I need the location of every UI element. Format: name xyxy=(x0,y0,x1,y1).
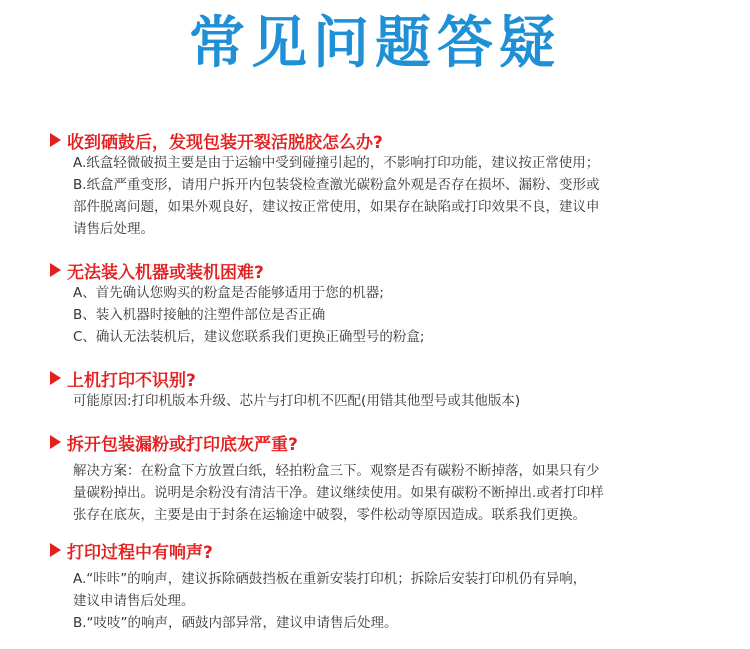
triangle-right-icon xyxy=(50,543,61,557)
faq-item xyxy=(50,128,730,240)
faq-answer-line: 建议申请售后处理。 xyxy=(73,593,195,609)
faq-answer xyxy=(50,390,730,412)
faq-answer xyxy=(50,568,730,634)
faq-question-text: 无法装入机器或装机困难? xyxy=(67,262,264,283)
faq-answer-line: C、确认无法装机后，建议您联系我们更换正确型号的粉盒; xyxy=(73,329,425,345)
faq-question-text: 上机打印不识别? xyxy=(67,370,196,391)
triangle-right-icon xyxy=(50,371,61,385)
faq-question xyxy=(50,128,730,152)
triangle-right-icon xyxy=(50,263,61,277)
faq-answer-line: 张存在底灰，主要是由于封条在运输途中破裂，零件松动等原因造成。联系我们更换。 xyxy=(73,507,586,523)
faq-answer-line: B、装入机器时接触的注塑件部位是否正确 xyxy=(73,307,326,323)
faq-answer-line: B.纸盒严重变形，请用户拆开内包装袋检查激光碳粉盒外观是否存在损坏、漏粉、变形或 xyxy=(73,177,600,193)
faq-question xyxy=(50,538,730,562)
faq-answer-line: 可能原因:打印机版本升级、芯片与打印机不匹配(用错其他型号或其他版本) xyxy=(73,393,521,409)
faq-item xyxy=(50,366,730,412)
faq-answer xyxy=(50,152,730,240)
faq-answer-line: A.纸盒轻微破损主要是由于运输中受到碰撞引起的，不影响打印功能，建议按正常使用； xyxy=(73,155,600,171)
faq-answer-line: 量碳粉掉出。说明是余粉没有清洁干净。建议继续使用。如果有碳粉不断掉出.或者打印样 xyxy=(73,485,604,501)
faq-question xyxy=(50,258,730,282)
faq-answer-line: A.“咔咔”的响声，建议拆除硒鼓挡板在重新安装打印机；拆除后安装打印机仍有异响， xyxy=(73,571,587,587)
faq-answer xyxy=(50,460,730,526)
page-title: 常见问题答疑 xyxy=(189,11,561,76)
faq-question-text: 打印过程中有响声? xyxy=(67,542,213,563)
faq-answer-line: 请售后处理。 xyxy=(73,221,154,237)
faq-answer-line: 解决方案：在粉盒下方放置白纸，轻拍粉盒三下。观察是否有碳粉不断掉落，如果只有少 xyxy=(73,463,600,479)
triangle-right-icon xyxy=(50,133,61,147)
faq-answer-line: B.“吱吱”的响声，硒鼓内部异常，建议申请售后处理。 xyxy=(73,615,398,631)
faq-answer-line: 部件脱离问题，如果外观良好，建议按正常使用，如果存在缺陷或打印效果不良，建议申 xyxy=(73,199,600,215)
triangle-right-icon xyxy=(50,435,61,449)
faq-question-text: 拆开包装漏粉或打印底灰严重? xyxy=(67,434,298,455)
faq-question xyxy=(50,366,730,390)
faq-item xyxy=(50,258,730,348)
faq-answer xyxy=(50,282,730,348)
faq-question xyxy=(50,430,730,454)
faq-question-text: 收到硒鼓后，发现包装开裂活脱胶怎么办? xyxy=(67,132,383,153)
faq-item xyxy=(50,538,730,634)
faq-item xyxy=(50,430,730,526)
faq-answer-line: A、首先确认您购买的粉盒是否能够适用于您的机器; xyxy=(73,285,384,301)
